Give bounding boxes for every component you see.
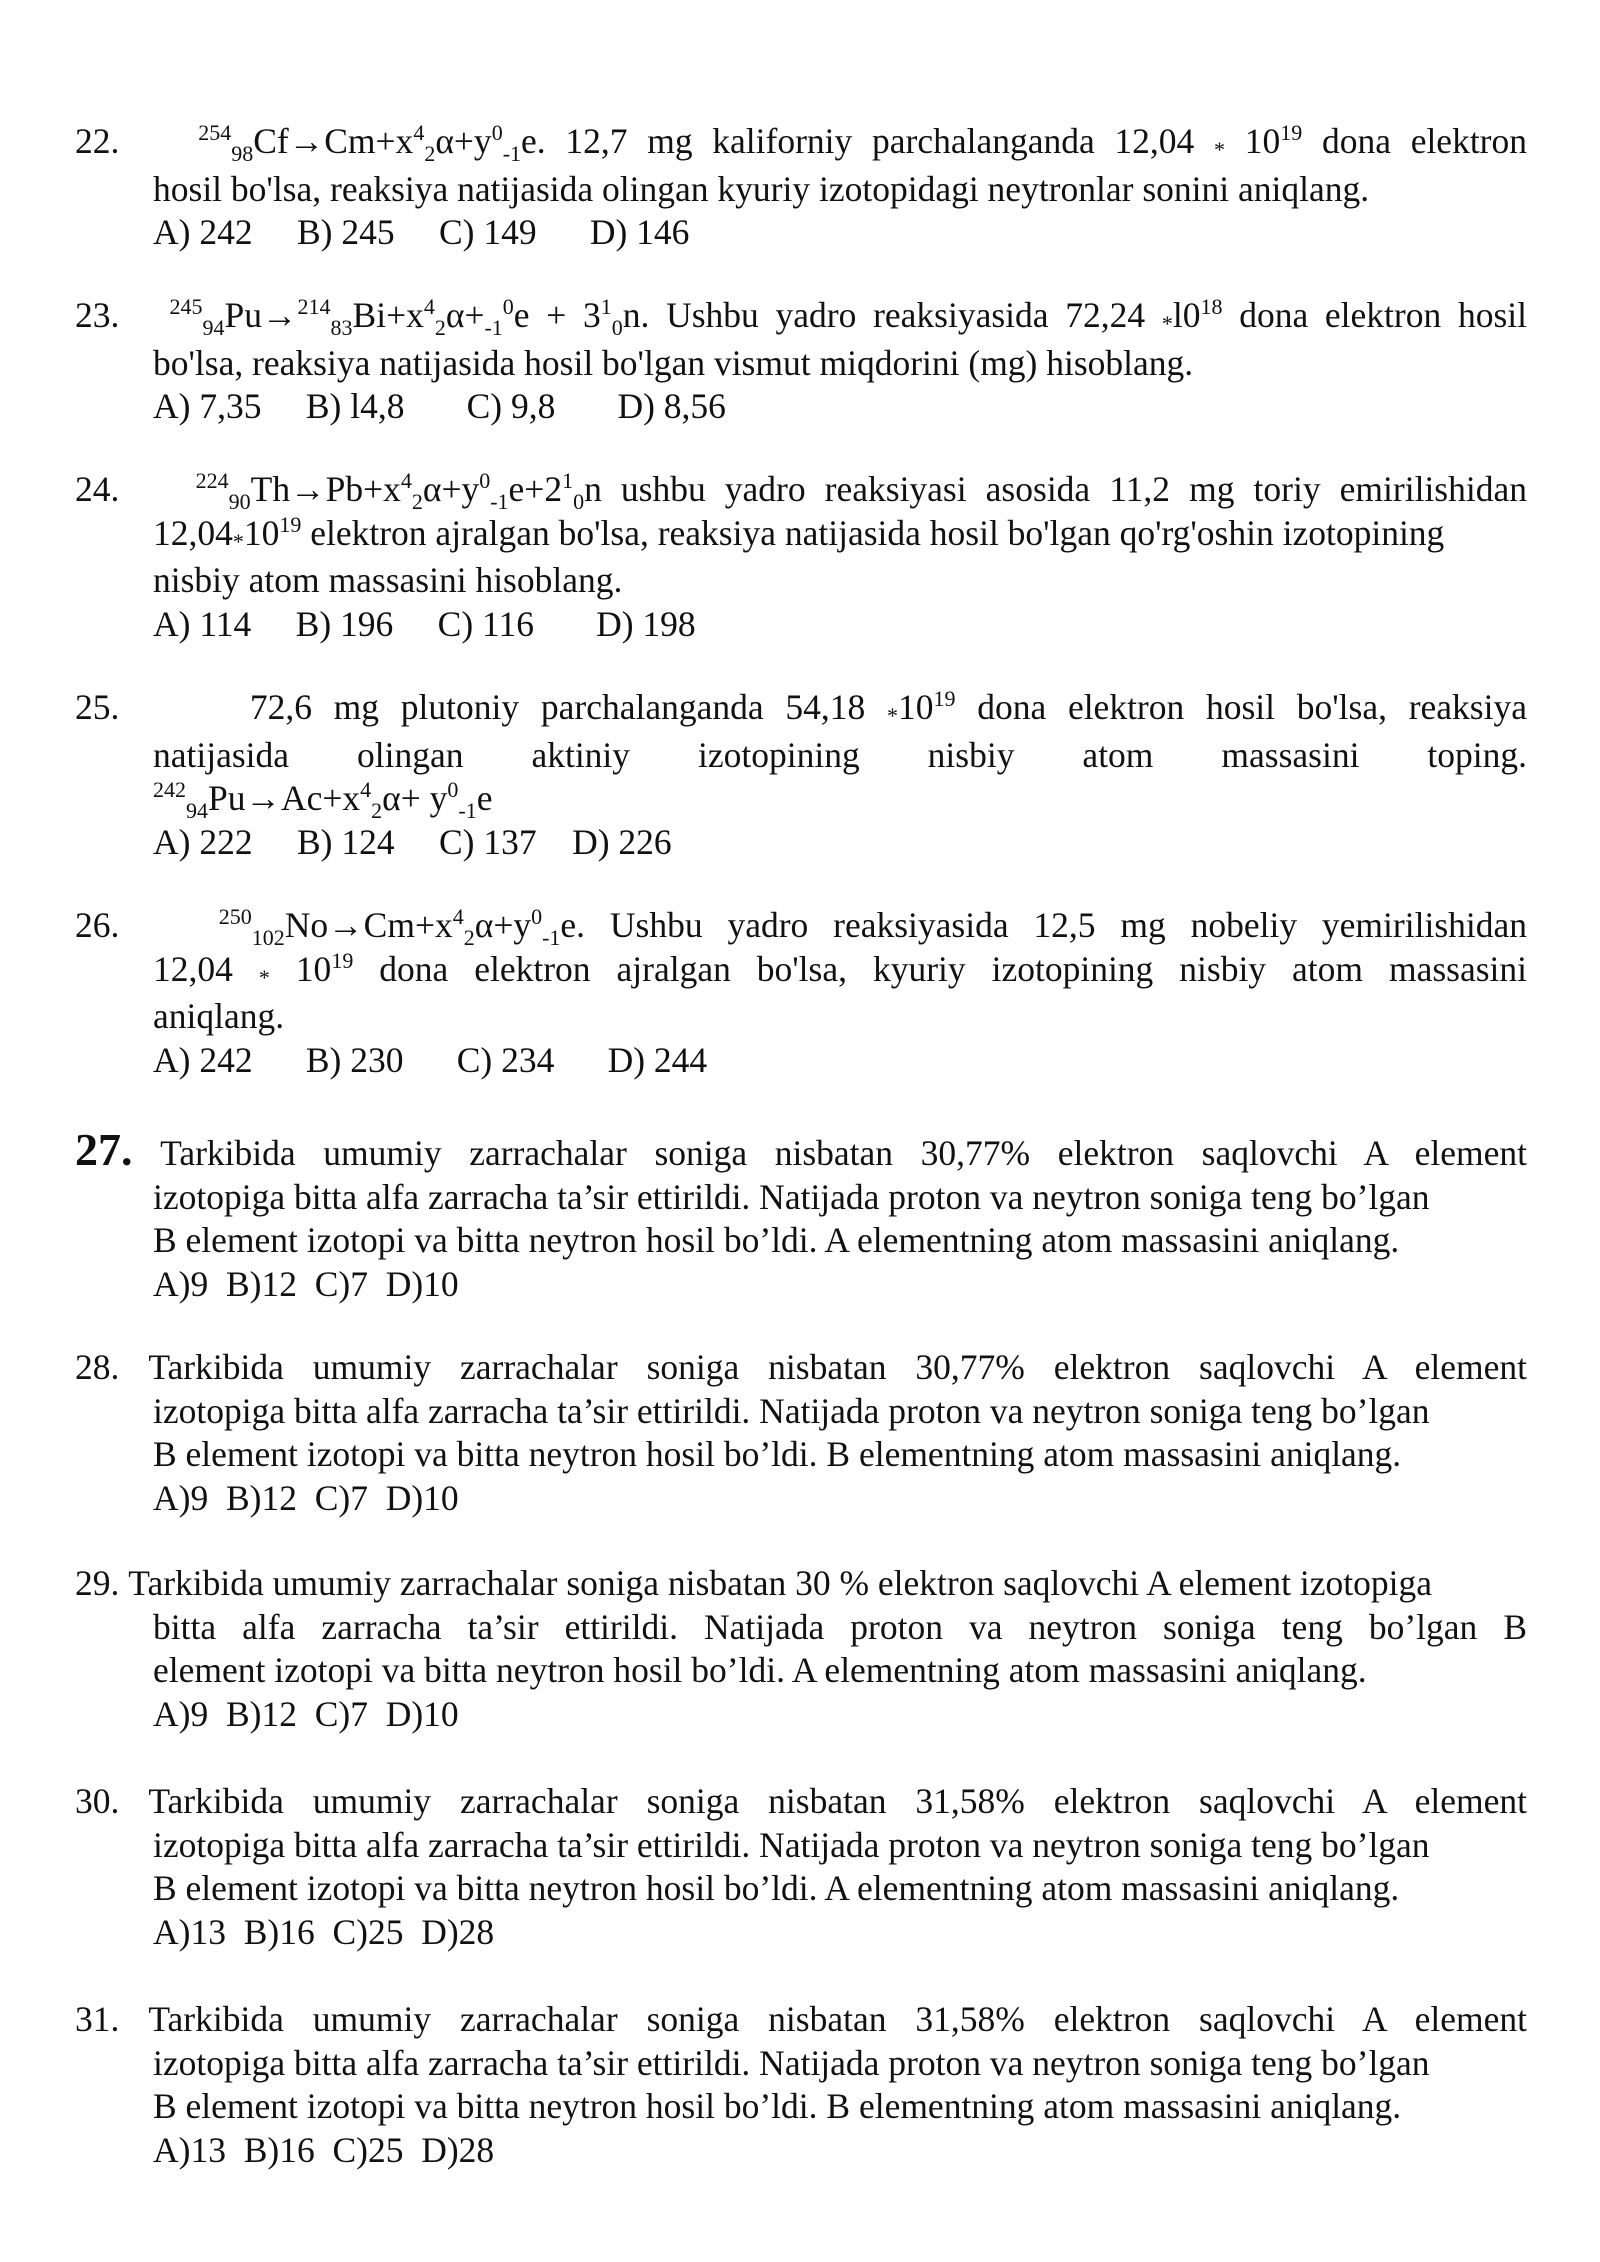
question-31-options: A)13 B)16 C)25 D)28 [153, 2129, 495, 2170]
question-27-options: A)9 B)12 C)7 D)10 [153, 1263, 459, 1304]
question-22-line-1: 22. $^{254}_{98}Cf\to Cm+x^4_2\alpha+y^0_{-1}e$. 12,7 mg kaliforniy parchalanganda $12,04 * 10^{19}$ dona elektron [75, 120, 1528, 167]
question-26-line-2: $12,04 * 10^{19}$ dona elektron ajralgan bo'lsa, kyuriy izotopining nisbiy atom massasini [153, 947, 1528, 990]
question-number: 24. [75, 469, 120, 509]
question-number: 25. [75, 687, 120, 727]
question-31 [75, 1998, 1527, 2172]
question-29-line-2: bitta alfa zarracha ta’sir ettirildi. Natijada proton va neytron soniga teng bo’lgan B [153, 1606, 1527, 1647]
question-29-line-3: element izotopi va bitta neytron hosil bo’ldi. A elementning atom massasini aniqlang. [153, 1650, 1367, 1690]
question-28-line-2: izotopiga bitta alfa zarracha ta’sir ettirildi. Natijada proton va neytron soniga teng bo’lgan [153, 1390, 1430, 1431]
question-24-options: A) 114 B) 196 C) 116 D) 198 [153, 603, 696, 644]
question-number: 28. [75, 1347, 120, 1387]
question-24 [75, 468, 1527, 646]
question-31-line-3: B element izotopi va bitta neytron hosil bo’ldi. B elementning atom massasini aniqlang. [153, 2086, 1402, 2126]
question-29-options: A)9 B)12 C)7 D)10 [153, 1693, 459, 1734]
question-29 [75, 1562, 1527, 1736]
question-28-options: A)9 B)12 C)7 D)10 [153, 1477, 459, 1518]
question-27-line-2: izotopiga bitta alfa zarracha ta’sir ettirildi. Natijada proton va neytron soniga teng bo’lgan [153, 1176, 1430, 1217]
question-27 [75, 1124, 1528, 1306]
question-30-line-3: B element izotopi va bitta neytron hosil bo’ldi. A elementning atom massasini aniqlang. [153, 1868, 1400, 1908]
question-number: 29. [75, 1563, 120, 1603]
question-25-line-3: $^{242}_{94}Pu\to Ac+x^4_2\alpha+ y^0_{-1}e$ [153, 777, 493, 824]
question-number: 22. [75, 121, 120, 161]
question-23 [75, 294, 1527, 429]
question-30-options: A)13 B)16 C)25 D)28 [153, 1911, 495, 1952]
question-26-options: A) 242 B) 230 C) 234 D) 244 [153, 1039, 708, 1080]
question-22-line-2: hosil bo'lsa, reaksiya natijasida olingan kyuriy izotopidagi neytronlar sonini aniqlang. [153, 168, 1370, 209]
question-26 [75, 904, 1527, 1082]
question-28 [75, 1346, 1527, 1520]
question-24-line-3: nisbiy atom massasini hisoblang. [153, 560, 623, 600]
question-23-line-1: 23. $^{245}_{94}Pu\to^{214}_{83}Bi+x^4_2\alpha+_{-1}^0e + 3^1_0n$. Ushbu yadro reaksiyasida 72,24 $*l0^{18}$ dona elektron hosil [75, 294, 1527, 341]
question-29-line-1: 29. Tarkibida umumiy zarrachalar soniga nisbatan 30 % elektron saqlovchi A element izotopiga [75, 1563, 1432, 1603]
question-number: 30. [75, 1781, 120, 1821]
question-number: 23. [75, 295, 120, 335]
question-31-line-2: izotopiga bitta alfa zarracha ta’sir ettirildi. Natijada proton va neytron soniga teng bo’lgan [153, 2042, 1430, 2083]
question-30 [75, 1780, 1527, 1954]
question-25-line-2: natijasida olingan aktiniy izotopining nisbiy atom massasini toping. [153, 734, 1527, 775]
question-number: 31. [75, 1999, 120, 2039]
question-27-line-3: B element izotopi va bitta neytron hosil bo’ldi. A elementning atom massasini aniqlang. [153, 1220, 1400, 1260]
question-23-line-2: bo'lsa, reaksiya natijasida hosil bo'lgan vismut miqdorini (mg) hisoblang. [153, 342, 1194, 383]
question-28-line-3: B element izotopi va bitta neytron hosil bo’ldi. B elementning atom massasini aniqlang. [153, 1434, 1402, 1474]
question-26-line-1: 26. $^{250}_{102}No\to Cm+x^4_2\alpha+y^0_{-1}e$. Ushbu yadro reaksiyasida 12,5 mg nobeliy yemirilishidan [75, 904, 1528, 951]
question-number: 27. [75, 1124, 133, 1175]
question-26-line-3: aniqlang. [153, 996, 285, 1036]
question-27-line-1: 27. Tarkibida umumiy zarrachalar soniga nisbatan 30,77% elektron saqlovchi A element [75, 1124, 1528, 1175]
question-22-options: A) 242 B) 245 C) 149 D) 146 [153, 212, 690, 252]
question-24-line-2: $12,04*10^{19}$ elektron ajralgan bo'lsa, reaksiya natijasida hosil bo'lgan qo'rg'oshin izotopining [153, 511, 1445, 554]
question-25-line-1: 25. 72,6 mg plutoniy parchalanganda 54,18 $*10^{19}$ dona elektron hosil bo'lsa, reaksiya [75, 686, 1527, 728]
question-25-options: A) 222 B) 124 C) 137 D) 226 [153, 821, 672, 862]
question-30-line-1: 30. Tarkibida umumiy zarrachalar soniga nisbatan 31,58% elektron saqlovchi A element [75, 1781, 1528, 1821]
question-31-line-1: 31. Tarkibida umumiy zarrachalar soniga nisbatan 31,58% elektron saqlovchi A element [75, 1999, 1528, 2039]
question-24-line-1: 24. $^{224}_{90}Th\to Pb+x^4_2\alpha+y^0_{-1}e+2^1_0n$ ushbu yadro reaksiyasi asosida 11,2 mg toriy emirilishidan [75, 468, 1527, 515]
question-25 [75, 686, 1527, 864]
question-30-line-2: izotopiga bitta alfa zarracha ta’sir ettirildi. Natijada proton va neytron soniga teng bo’lgan [153, 1824, 1430, 1865]
question-23-options: A) 7,35 B) l4,8 C) 9,8 D) 8,56 [153, 386, 726, 426]
question-number: 26. [75, 905, 120, 945]
question-22 [75, 120, 1527, 255]
question-28-line-1: 28. Tarkibida umumiy zarrachalar soniga nisbatan 30,77% elektron saqlovchi A element [75, 1347, 1528, 1387]
